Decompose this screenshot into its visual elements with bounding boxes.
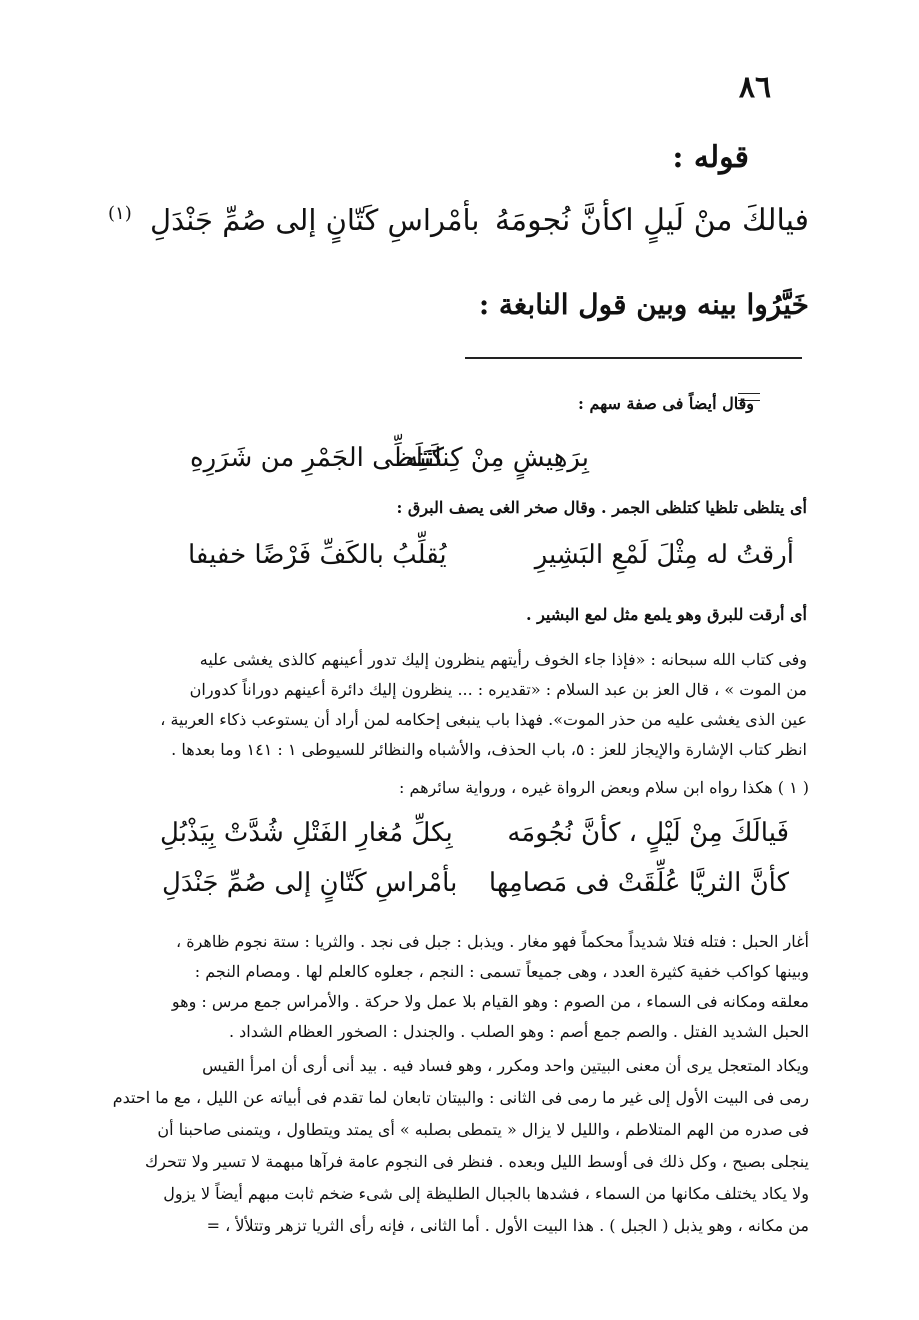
footnote-para2-line-3: فى صدره من الهم المتلاطم ، والليل لا يزال « يتمطى بصلبه » أى يمتد ويتطاول ، ويتمنى صاحبنا أن xyxy=(157,1120,809,1139)
footnote-para2-line-1: ويكاد المتعجل يرى أن معنى البيتين واحد ومكرر ، وهو فساد فيه . بيد أنى أرى أن امرأ القيس xyxy=(202,1056,809,1075)
footnote-verse-1-hemistich-1: فَيالَكَ مِنْ لَيْلٍ ، كأنَّ نُجُومَه xyxy=(507,818,789,848)
note-verse-1-hemistich-2: كَتَلَظِّى الجَمْرِ من شَرَرِهِ xyxy=(190,443,444,473)
footnote-para1-line-4: الحبل الشديد الفتل . والصم جمع أصم : وهو الصلب . والجندل : الصخور العظام الشداد . xyxy=(229,1022,809,1041)
footnote-heading: ( ١ ) هكذا رواه ابن سلام وبعض الرواة غيره ، ورواية سائرهم : xyxy=(399,778,809,797)
separator-rule xyxy=(465,357,802,359)
footnote-verse-1-hemistich-2: بِكلِّ مُغارِ الفَتْلِ شُدَّتْ بِيَذْبُلِ xyxy=(160,818,453,848)
note-para-line-4: انظر كتاب الإشارة والإيجاز للعز : ٥، باب الحذف، والأشباه والنظائر للسيوطى ١ : ١٤١ وما بعدها . xyxy=(171,740,807,759)
footnote-marker: (١) xyxy=(108,203,132,224)
footnote-para2-line-4: ينجلى بصبح ، وكل ذلك فى أوسط الليل وبعده . فنظر فى النجوم عامة فرآها مبهمة لا تسير ولا تتحرك xyxy=(145,1152,809,1171)
footnote-verse-2-hemistich-1: كأنَّ الثريَّا عُلِّقَتْ فى مَصامِها xyxy=(488,868,789,898)
note-heading: وقال أيضاً فى صفة سهم : xyxy=(578,394,754,413)
note-verse-1-hemistich-1: بِرَهِيشٍ مِنْ كِنانَتِه xyxy=(405,443,589,473)
footnote-para2-line-6: من مكانه ، وهو يذبل ( الجبل ) . هذا البيت الأول . أما الثانى ، فإنه رأى الثريا تزهر وتتلألأ ، = xyxy=(206,1216,809,1235)
page-number: ٨٦ xyxy=(738,70,772,105)
main-verse-hemistich-2: بأمْراسِ كَتّانٍ إلى صُمِّ جَنْدَلِ xyxy=(150,203,480,237)
note-verse-2-hemistich-2: يُقلِّبُ بالكَفِّ فَرْضًا خفيفا xyxy=(188,540,447,570)
footnote-para1-line-2: وبينها كواكب خفية كثيرة العدد ، وهى جميعاً تسمى : النجم ، جعلوه كالعلم لها . ومصام النجم : xyxy=(194,962,809,981)
footnote-para2-line-5: ولا يكاد يختلف مكانها من السماء ، فشدها بالجبال الطليظة إلى شىء ضخم ثابت مبهم أيضاً لا يزول xyxy=(163,1184,809,1203)
main-verse-hemistich-1: فيالكَ منْ لَيلٍ اكأنَّ نُجومَهُ xyxy=(494,203,809,238)
verse-intro: قوله : xyxy=(672,140,749,175)
footnote-para1-line-1: أغار الحبل : فتله فتلا شديداً محكماً فهو مغار . ويذبل : جبل فى نجد . والثريا : ستة نجوم ظاهرة ، xyxy=(175,932,809,951)
note-verse-2-hemistich-1: أرقتُ له مِثْلَ لَمْعِ البَشِيرِ xyxy=(534,540,794,570)
note-para-line-1: وفى كتاب الله سبحانه : «فإذا جاء الخوف رأيتهم ينظرون إليك تدور أعينهم كالذى يغشى عليه xyxy=(199,650,807,669)
comparison-line: خَيَّرُوا بينه وبين قول النابغة : xyxy=(478,288,809,321)
footnote-verse-2-hemistich-2: بأمْراسِ كَتّانٍ إلى صُمِّ جَنْدَلِ xyxy=(162,868,458,898)
note-line-2: أى أرقت للبرق وهو يلمع مثل لمع البشير . xyxy=(525,605,807,624)
footnote-para1-line-3: معلقه ومكانه فى السماء ، من الصوم : وهو القيام بلا عمل ولا حركة . والأمراس جمع مرس : وهو xyxy=(171,992,809,1011)
note-line-1: أى يتلظى تلظيا كتلظى الجمر . وقال صخر الغى يصف البرق : xyxy=(396,498,807,517)
note-para-line-2: من الموت » ، قال العز بن عبد السلام : «تقديره : ... ينظرون إليك دائرة أعينهم دوراناً كدوران xyxy=(189,680,807,699)
note-para-line-3: عين الذى يغشى عليه من حذر الموت». فهذا باب ينبغى إحكامه لمن أراد أن يستوعب ذكاء العربية ، xyxy=(160,710,807,729)
footnote-para2-line-2: رمى فى البيت الأول إلى غير ما رمى فى الثانى : والبيتان تابعان لما تقدم فى أبياته عن الليل ، مع ما احتدم xyxy=(112,1088,809,1107)
